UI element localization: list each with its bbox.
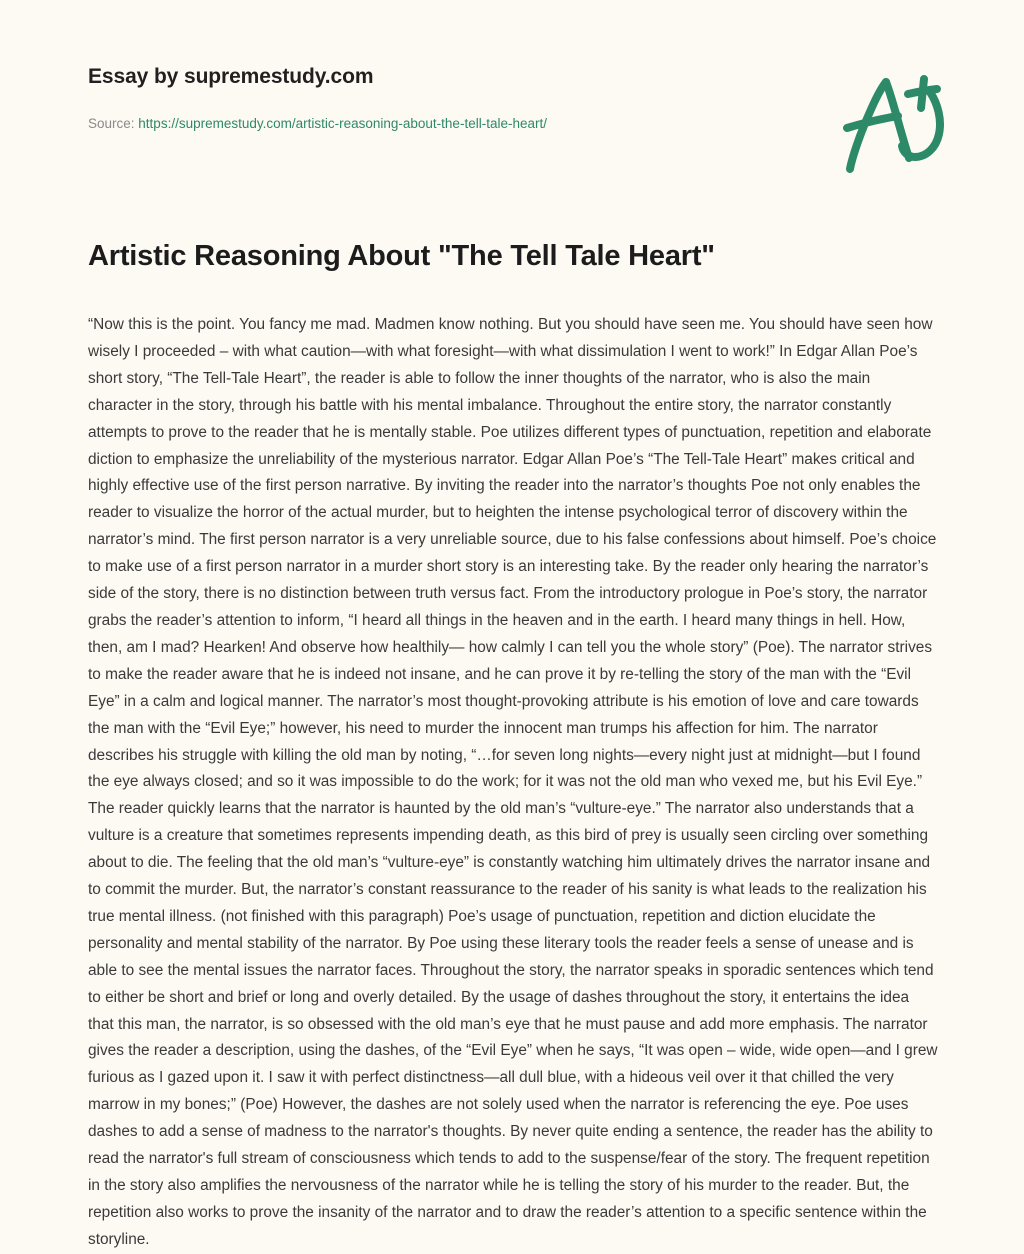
- byline: Essay by supremestudy.com: [88, 65, 374, 88]
- article-paragraph: “Now this is the point. You fancy me mad. Madmen know nothing. But you should have seen me. You should have seen how wisely I proceeded – with what caution—with what foresight—with what dissimulation I went to work!” In Edgar Allan Poe’s short story, “The Tell-Tale Heart”, the reader is able to follow the inner thoughts of the narrator, who is also the main character in the story, through his battle with his mental imbalance. Throughout the entire story, the narrator constantly attempts to prove to the reader that he is mentally stable. Poe utilizes different types of punctuation, repetition and elaborate diction to emphasize the unreliability of the mysterious narrator. Edgar Allan Poe’s “The Tell-Tale Heart” makes critical and highly effective use of the first person narrative. By inviting the reader into the narrator’s thoughts Poe not only enables the reader to visualize the horror of the actual murder, but to heighten the intense psychological terror of discovery within the narrator’s mind. The first person narrator is a very unreliable source, due to his false confessions about himself. Poe’s choice to make use of a first person narrator in a murder short story is an interesting take. By the reader only hearing the narrator’s side of the story, there is no distinction between truth versus fact. From the introductory prologue in Poe’s story, the narrator grabs the reader’s attention to inform, “I heard all things in the heaven and in the earth. I heard many things in hell. How, then, am I mad? Hearken! And observe how healthily— how calmly I can tell you the whole story” (Poe). The narrator strives to make the reader aware that he is indeed not insane, and he can prove it by re-telling the story of the man with the “Evil Eye” in a calm and logical manner. The narrator’s most thought-provoking attribute is his emotion of love and care towards the man with the “Evil Eye;” however, his need to murder the innocent man trumps his affection for him. The narrator describes his struggle with killing the old man by noting, “…for seven long nights—every night just at midnight—but I found the eye always closed; and so it was impossible to do the work; for it was not the old man who vexed me, but his Evil Eye.” The reader quickly learns that the narrator is haunted by the old man’s “vulture-eye.” The narrator also understands that a vulture is a creature that sometimes represents impending death, as this bird of prey is usually seen circling over something about to die. The feeling that the old man’s “vulture-eye” is constantly watching him ultimately drives the narrator insane and to commit the murder. But, the narrator’s constant reassurance to the reader of his sanity is what leads to the realization his true mental illness. (not finished with this paragraph) Poe’s usage of punctuation, repetition and diction elucidate the personality and mental stability of the narrator. By Poe using these literary tools the reader feels a sense of unease and is able to see the mental issues the narrator faces. Throughout the story, the narrator speaks in sporadic sentences which tend to either be short and brief or long and overly detailed. By the usage of dashes throughout the story, it entertains the idea that this man, the narrator, is so obsessed with the old man’s eye that he must pause and add more emphasis. The narrator gives the reader a description, using the dashes, of the “Evil Eye” when he says, “It was open – wide, wide open—and I grew furious as I gazed upon it. I saw it with perfect distinctness—all dull blue, with a hideous veil over it that chilled the very marrow in my bones;” (Poe) However, the dashes are not solely used when the narrator is referencing the eye. Poe uses dashes to add a sense of madness to the narrator's thoughts. By never quite ending a sentence, the reader has the ability to read the narrator's full stream of consciousness which tends to add to the suspense/fear of the story. The frequent repetition in the story also amplifies the nervousness of the narrator while he is telling the story of his murder to the reader. But, the repetition also works to prove the insanity of the narrator and to draw the reader’s attention to a specific sentence within the storyline.: [88, 316, 938, 1248]
- page-header: [88, 64, 968, 174]
- source-line: [88, 115, 968, 133]
- source-label: Source:: [88, 116, 135, 132]
- source-url-link[interactable]: https://supremestudy.com/artistic-reasoning-about-the-tell-tale-heart/: [138, 116, 547, 132]
- page-title: Artistic Reasoning About "The Tell Tale Heart": [88, 240, 715, 272]
- a-plus-logo-icon: [838, 62, 968, 182]
- article-body: [88, 312, 938, 1254]
